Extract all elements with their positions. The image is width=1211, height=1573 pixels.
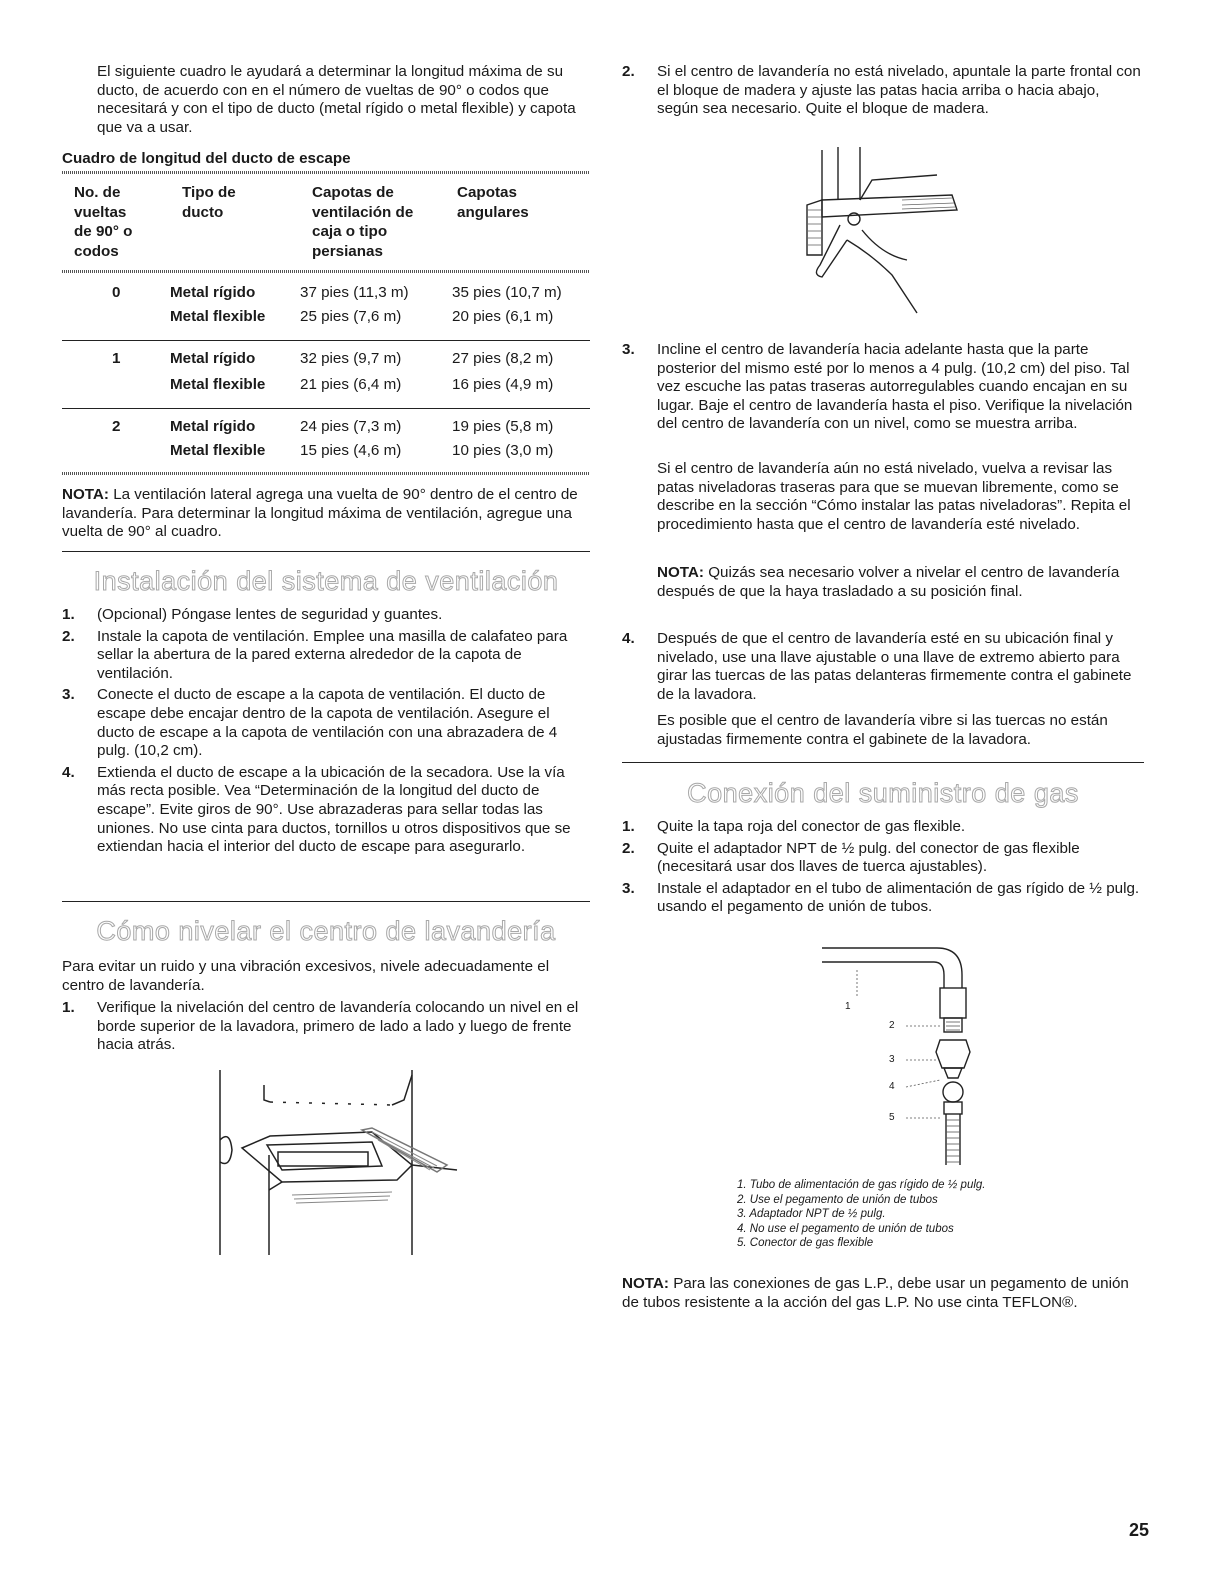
table-cell: 37 pies (11,3 m) bbox=[300, 284, 409, 301]
caption-item: 1. Tubo de alimentación de gas rígido de ½ pulg. bbox=[737, 1179, 986, 1191]
header-box-hood: Capotas de ventilación de caja o tipo persianas bbox=[312, 184, 414, 260]
table-cell: 27 pies (8,2 m) bbox=[452, 350, 554, 367]
list-item: 2. Instale la capota de ventilación. Emplee una masilla de calafateo para sellar la abertura de la pared externa alrededor de la capota de ventilación. bbox=[62, 627, 568, 682]
leveling-leg-wrench-illustration bbox=[802, 145, 962, 325]
header-turns: No. de vueltas de 90° o codos bbox=[74, 184, 133, 260]
duct-length-table bbox=[62, 183, 590, 261]
callout-label: 5 bbox=[889, 1112, 895, 1123]
list-item: 4. Extienda el ducto de escape a la ubicación de la secadora. Use la vía más recta posible. Vea “Determinación de la longitud del ducto de escape”. Evite giros de 90°. Use abrazaderas para sellar todas las uniones. No use cinta para ductos, tornillos u otros dispositivos que se extiendan hacia el interior del ducto de escape para asegurarlo. bbox=[62, 763, 571, 856]
table-cell: 15 pies (4,6 m) bbox=[300, 442, 402, 459]
turns-value: 2 bbox=[112, 418, 121, 435]
list-item: 4. Después de que el centro de lavandería esté en su ubicación final y nivelado, use una llave ajustable o una llave de extremo abierto para girar las tuercas de las patas delanteras firmemente contra el gabinete de la lavadora. bbox=[622, 630, 1132, 703]
install-steps bbox=[62, 606, 590, 857]
list-item: 2. Quite el adaptador NPT de ½ pulg. del conector de gas flexible (necesitará usar dos llaves de tuerca ajustables). bbox=[622, 839, 1080, 876]
intro-paragraph: El siguiente cuadro le ayudará a determinar la longitud máxima de su ducto, de acuerdo con en el número de vueltas de 90° o codos que necesitará y con el tipo de ducto (metal rígido o metal flexible) y capota que va a usar. bbox=[97, 63, 576, 136]
level-note: NOTA: Quizás sea necesario volver a nivelar el centro de lavandería después de que la haya trasladado a su posición final. bbox=[657, 564, 1120, 600]
list-item: 1. (Opcional) Póngase lentes de seguridad y guantes. bbox=[62, 606, 443, 623]
table-header-rule bbox=[62, 270, 590, 273]
level-retry-paragraph: Si el centro de lavandería aún no está nivelado, vuelva a revisar las patas niveladoras traseras para que se muevan libremente, como se describe en la sección “Cómo instalar las patas niveladoras”. Repita el procedimiento hasta que el centro de lavandería esté nivelado. bbox=[657, 460, 1131, 533]
header-type: Tipo de ducto bbox=[182, 184, 236, 221]
figure-captions bbox=[737, 1178, 985, 1251]
table-cell: 21 pies (6,4 m) bbox=[300, 376, 402, 393]
gas-steps bbox=[622, 818, 1144, 917]
table-row-rule bbox=[62, 408, 590, 409]
table-cell: 10 pies (3,0 m) bbox=[452, 442, 554, 459]
section-title-install-vent: Instalación del sistema de ventilación bbox=[93, 566, 559, 596]
vibration-paragraph: Es posible que el centro de lavandería vibre si las tuercas no están ajustadas firmemente contra el gabinete de la lavadora. bbox=[657, 712, 1108, 748]
header-angled-hood: Capotas angulares bbox=[457, 184, 529, 221]
table-cell: Metal flexible bbox=[170, 442, 266, 459]
section-title-level-center: Cómo nivelar el centro de lavandería bbox=[96, 916, 556, 946]
gas-connector-illustration bbox=[822, 940, 992, 1170]
table-cell: 19 pies (5,8 m) bbox=[452, 418, 554, 435]
washer-level-illustration bbox=[212, 1070, 482, 1260]
section-title-gas-supply: Conexión del suministro de gas bbox=[687, 778, 1079, 808]
level-intro: Para evitar un ruido y una vibración excesivos, nivele adecuadamente el centro de lavandería. bbox=[62, 958, 550, 994]
section-divider bbox=[62, 551, 590, 552]
note-lateral-vent: NOTA: La ventilación lateral agrega una vuelta de 90° dentro de el centro de lavandería. Para determinar la longitud máxima de ventilación, agregue una vuelta de 90° al cuadro. bbox=[62, 486, 578, 541]
table-cell: Metal rígido bbox=[170, 418, 256, 435]
callout-label: 2 bbox=[889, 1020, 895, 1031]
table-cell: Metal flexible bbox=[170, 376, 266, 393]
table-cell: 24 pies (7,3 m) bbox=[300, 418, 402, 435]
table-bottom-rule bbox=[62, 472, 590, 475]
caption-item: 3. Adaptador NPT de ½ pulg. bbox=[737, 1208, 886, 1221]
caption-item: 5. Conector de gas flexible bbox=[737, 1237, 874, 1250]
page-number: 25 bbox=[1128, 1520, 1149, 1540]
table-cell: 35 pies (10,7 m) bbox=[452, 284, 562, 301]
table-cell: 32 pies (9,7 m) bbox=[300, 350, 402, 367]
table-top-rule bbox=[62, 171, 590, 174]
section-divider bbox=[622, 762, 1144, 763]
table-cell: Metal rígido bbox=[170, 350, 256, 367]
table-cell: Metal flexible bbox=[170, 308, 266, 325]
callout-label: 1 bbox=[845, 1001, 851, 1012]
callout-label: 4 bbox=[889, 1081, 895, 1092]
table-cell: 25 pies (7,6 m) bbox=[300, 308, 402, 325]
table-cell: Metal rígido bbox=[170, 284, 256, 301]
list-item: 3. Conecte el ducto de escape a la capota de ventilación. El ducto de escape debe encajar dentro de la capota de ventilación. Asegure el ducto de escape a la capota de ventilación con una abrazadera de 4 pulg. (10,2 cm). bbox=[62, 686, 558, 760]
callout-label: 3 bbox=[889, 1054, 895, 1065]
list-item: 2. Si el centro de lavandería no está nivelado, apuntale la parte frontal con el bloque de madera y ajuste las patas hacia arriba o hacia abajo, según sea necesario. Quite el bloque de madera. bbox=[622, 63, 1141, 118]
table-cell: 16 pies (4,9 m) bbox=[452, 376, 554, 393]
list-item: 1. Quite la tapa roja del conector de gas flexible. bbox=[622, 818, 966, 835]
section-divider bbox=[62, 901, 590, 902]
table-cell: 20 pies (6,1 m) bbox=[452, 308, 554, 325]
caption-item: 4. No use el pegamento de unión de tubos bbox=[737, 1222, 954, 1235]
gas-lp-note: NOTA: Para las conexiones de gas L.P., debe usar un pegamento de unión de tubos resistente a la acción del gas L.P. No use cinta TEFLON®. bbox=[622, 1275, 1129, 1311]
list-item: 1. Verifique la nivelación del centro de lavandería colocando un nivel en el borde superior de la lavadora, primero de lado a lado y luego de frente hacia atrás. bbox=[62, 999, 579, 1054]
table-row-rule bbox=[62, 340, 590, 341]
table-title: Cuadro de longitud del ducto de escape bbox=[62, 150, 351, 167]
list-item: 3. Instale el adaptador en el tubo de alimentación de gas rígido de ½ pulg. usando el pegamento de unión de tubos. bbox=[622, 879, 1140, 916]
turns-value: 1 bbox=[112, 350, 121, 367]
caption-item: 2. Use el pegamento de unión de tubos bbox=[737, 1193, 938, 1206]
list-item: 3. Incline el centro de lavandería hacia adelante hasta que la parte posterior del mismo esté por lo menos a 4 pulg. (10,2 cm) del piso. Tal vez escuche las patas traseras autorregulables cuando encajan en su lugar. Baje el centro de lavandería hasta el piso. Verifique la nivelación del centro de lavandería con un nivel, como se muestra arriba. bbox=[622, 341, 1133, 433]
turns-value: 0 bbox=[112, 284, 121, 301]
